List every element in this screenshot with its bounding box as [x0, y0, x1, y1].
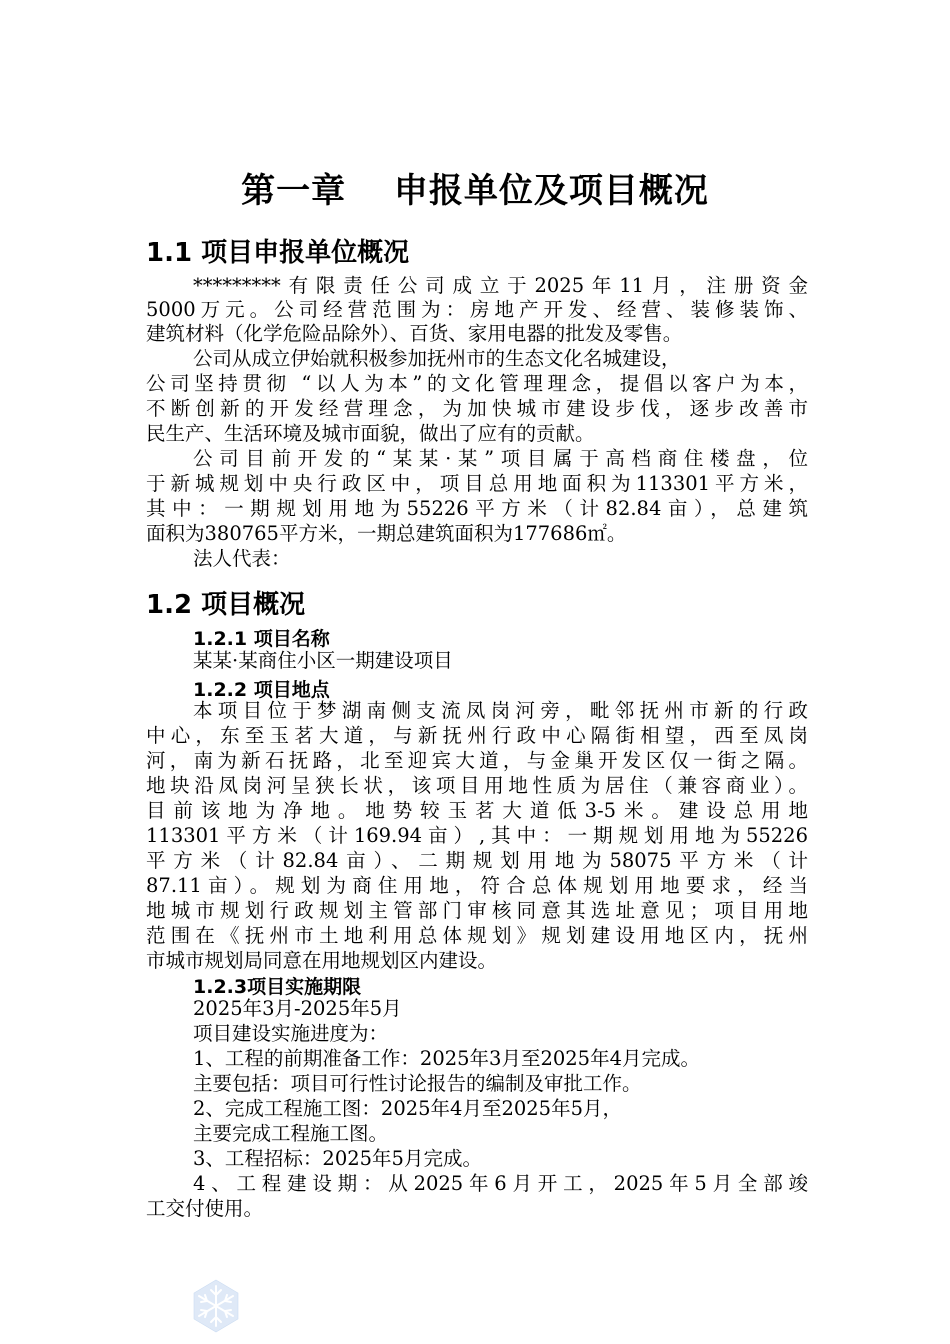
paragraph-line: 中心，东至玉茗大道，与新抚州行政中心隔街相望，西至凤岗 — [146, 724, 808, 747]
schedule-line: 工交付使用。 — [146, 1197, 264, 1220]
legal-representative-label: 法人代表： — [193, 547, 291, 570]
sub-heading-1-2-2: 1.2.2 项目地点 — [193, 679, 330, 701]
schedule-line: 2025年3月-2025年5月 — [193, 997, 402, 1020]
paragraph-line: 公司目前开发的“某某·某”项目属于高档商住楼盘，位 — [193, 447, 808, 470]
paragraph-line: 公司坚持贯彻 “以人为本”的文化管理理念，提倡以客户为本， — [146, 372, 808, 395]
paragraph-line: 地块沿凤岗河呈狭长状，该项目用地性质为居住（兼容商业）。 — [146, 774, 808, 797]
section-heading-1-1: 1.1 项目申报单位概况 — [146, 238, 410, 268]
paragraph-line: 民生产、生活环境及城市面貌，做出了应有的贡献。 — [146, 422, 595, 445]
paragraph-line: 本项目位于梦湖南侧支流凤岗河旁，毗邻抚州市新的行政 — [193, 699, 808, 722]
paragraph-line: 5000万元。公司经营范围为：房地产开发、经营、装修装饰、 — [146, 298, 808, 321]
schedule-line: 3、工程招标：2025年5月完成。 — [193, 1147, 482, 1170]
snowflake-watermark-icon — [186, 1276, 246, 1336]
project-name: 某某·某商住小区一期建设项目 — [193, 649, 453, 672]
paragraph-line: 其中：一期规划用地为55226平方米（计82.84亩），总建筑 — [146, 497, 808, 520]
paragraph-line: 面积为380765平方米，一期总建筑面积为177686㎡。 — [146, 522, 627, 545]
paragraph-line: 公司从成立伊始就积极参加抚州市的生态文化名城建设， — [193, 347, 681, 370]
paragraph-line: 市城市规划局同意在用地规划区内建设。 — [146, 949, 498, 972]
paragraph-line: 河，南为新石抚路，北至迎宾大道，与金巢开发区仅一街之隔。 — [146, 749, 808, 772]
paragraph-line: 建筑材料（化学危险品除外）、百货、家用电器的批发及零售。 — [146, 322, 683, 345]
paragraph-line: 地城市规划行政规划主管部门审核同意其选址意见；项目用地 — [146, 899, 808, 922]
paragraph-line: 平方米（计82.84亩）、二期规划用地为58075平方米（计 — [146, 849, 808, 872]
schedule-line: 主要完成工程施工图。 — [193, 1122, 389, 1145]
section-heading-1-2: 1.2 项目概况 — [146, 590, 306, 620]
sub-heading-1-2-3: 1.2.3项目实施期限 — [193, 976, 362, 998]
schedule-line: 1、工程的前期准备工作：2025年3月至2025年4月完成。 — [193, 1047, 700, 1070]
schedule-line: 项目建设实施进度为： — [193, 1022, 389, 1045]
schedule-line: 主要包括：项目可行性讨论报告的编制及审批工作。 — [193, 1072, 642, 1095]
schedule-line: 4、工程建设期：从2025年6月开工，2025年5月全部竣 — [193, 1172, 808, 1195]
paragraph-line: 目前该地为净地。地势较玉茗大道低3-5米。建设总用地 — [146, 799, 808, 822]
paragraph-line: 87.11亩）。规划为商住用地，符合总体规划用地要求，经当 — [146, 874, 808, 897]
schedule-line: 2、完成工程施工图：2025年4月至2025年5月， — [193, 1097, 622, 1120]
paragraph-line: 范围在《抚州市土地利用总体规划》规划建设用地区内，抚州 — [146, 924, 808, 947]
paragraph-line: 不断创新的开发经营理念，为加快城市建设步伐，逐步改善市 — [146, 397, 808, 420]
chapter-title: 第一章 申报单位及项目概况 — [241, 171, 709, 211]
paragraph-line: *********有限责任公司成立于2025年11月，注册资金 — [193, 274, 808, 297]
paragraph-line: 113301平方米（计169.94亩）,其中：一期规划用地为55226 — [146, 824, 808, 847]
sub-heading-1-2-1: 1.2.1 项目名称 — [193, 628, 330, 650]
paragraph-line: 于新城规划中央行政区中，项目总用地面积为113301平方米， — [146, 472, 808, 495]
